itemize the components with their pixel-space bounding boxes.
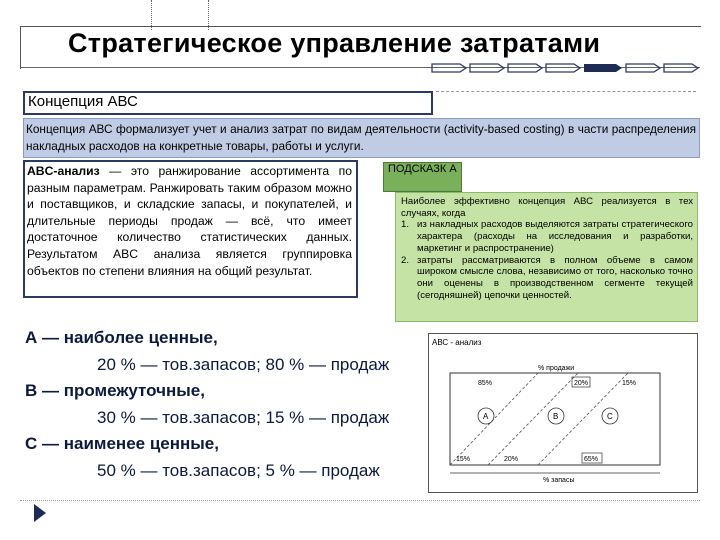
progress-arrows (430, 60, 700, 76)
next-slide-arrow-icon[interactable] (33, 503, 47, 523)
group-label: В — промежуточные, (25, 381, 205, 401)
abc-groups (25, 325, 425, 485)
hint-body (401, 196, 693, 301)
figure-top-label: 15% (622, 380, 637, 387)
zone-label: B (553, 412, 559, 421)
group-label: С — наименее ценные, (25, 434, 219, 454)
concept-label: Концепция АВС (28, 93, 138, 110)
abc-term: ABC-анализ (27, 164, 100, 178)
figure-bottom-label: 65% (584, 456, 599, 463)
hint-item (401, 255, 693, 302)
abc-definition (27, 163, 352, 279)
group-share: 20 % — тов.запасов; 80 % — продаж (97, 354, 390, 374)
footer-divider (20, 500, 700, 501)
hint-item (401, 219, 693, 254)
hint-item-number: 1. (401, 219, 410, 231)
zone-label: A (483, 412, 489, 421)
hint-item-text: из накладных расходов выделяются затраты стратегического характера (расходы на исследования и разработки, маркетинг и распространение) (417, 219, 693, 254)
figure-title: АВС - анализ (432, 338, 482, 347)
hint-label: ПОДСКАЗК А (388, 163, 457, 175)
hint-item-text: затраты рассматриваются в полном объеме в самом широком смысле слова, независимо от того, насколько точно они оценены в производственном сегменте текущей (сегодняшней) цепочки ценностей. (417, 254, 693, 301)
abc-definition-text: — это ранжирование ассортимента по разным параметрам. Ранжировать таким образом можно и поставщиков, и складские запасы, и покупателей, и длительные периоды продаж — всё, что имеет достаточное количество статистических данных. Результатом ABC анализа является группировка объектов по степени влияния на общий результат. (27, 164, 352, 278)
zone-label: C (607, 412, 613, 421)
figure-top-label: 85% (478, 380, 493, 387)
slide-title: Стратегическое управление затратами (68, 28, 601, 58)
abc-figure (428, 333, 698, 493)
group-label: А — наиболее ценные, (25, 328, 218, 347)
group-share: 50 % — тов.запасов; 5 % — продаж (97, 460, 380, 480)
figure-top-axis: % продажи (538, 365, 575, 372)
figure-bottom-axis: % запасы (543, 477, 575, 484)
concept-text: Концепция АВС формализует учет и анализ затрат по видам деятельности (activity-based costing) в части распределения накладных расходов на конкретные товары, работы и услуги. (26, 122, 696, 153)
figure-bottom-label: 15% (456, 456, 471, 463)
dashed-divider (436, 91, 696, 92)
figure-top-label: 20% (574, 380, 589, 387)
hint-item-number: 2. (401, 254, 410, 266)
figure-bottom-label: 20% (504, 456, 519, 463)
group-share: 30 % — тов.запасов; 15 % — продаж (97, 407, 390, 427)
hint-intro: Наиболее эффективно концепция АВС реализуется в тех случаях, когда (401, 196, 693, 219)
